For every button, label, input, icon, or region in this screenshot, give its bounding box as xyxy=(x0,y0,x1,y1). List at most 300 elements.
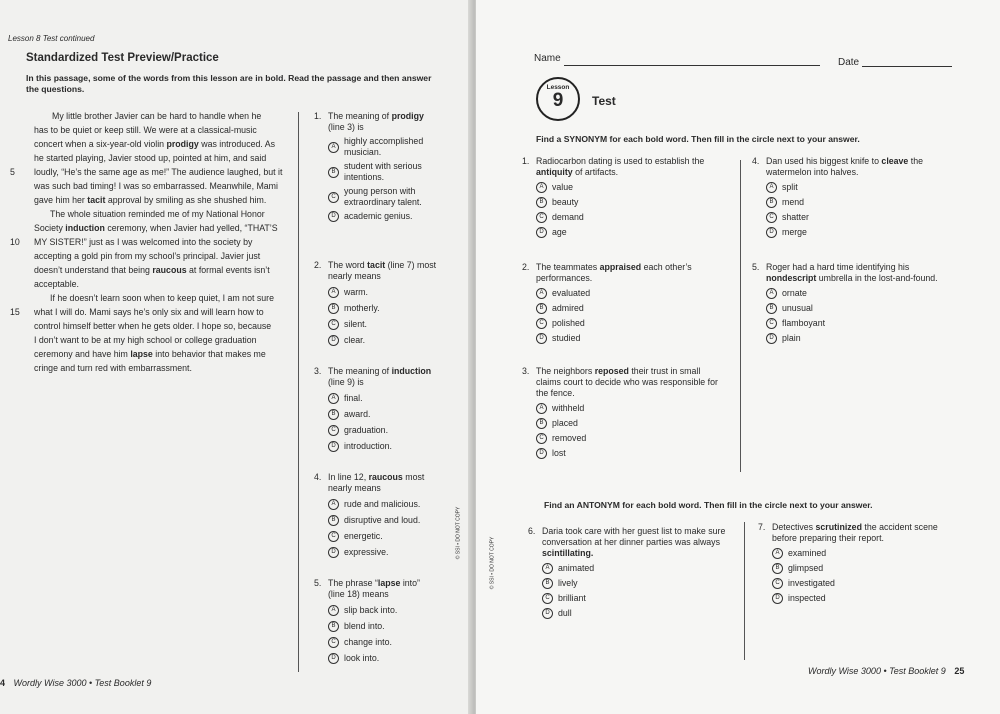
text-run: My little brother Javier can be hard to handle when he xyxy=(52,111,262,121)
question-number: 6. xyxy=(528,526,536,536)
line-number: 5 xyxy=(10,167,15,177)
instruction-line: the questions. xyxy=(26,84,85,94)
answer-option[interactable] xyxy=(536,403,718,414)
question-text xyxy=(536,156,704,178)
answer-text: removed xyxy=(552,433,587,443)
answer-bubble[interactable]: B xyxy=(536,303,547,314)
answer-text: clear. xyxy=(344,335,366,345)
text-run: accepting a gold pin from my school’s principal. Javier just xyxy=(34,251,261,261)
answer-bubble[interactable]: B xyxy=(328,621,339,632)
question-number: 3. xyxy=(522,366,530,376)
passage-line xyxy=(34,349,266,359)
question-stem xyxy=(314,366,431,388)
column-divider xyxy=(298,112,299,672)
question-stem xyxy=(528,526,725,559)
right-page-number: 25 xyxy=(954,666,965,676)
answer-option[interactable] xyxy=(536,212,704,223)
answer-option[interactable] xyxy=(766,288,938,299)
bold-vocab-word: tacit xyxy=(87,195,106,205)
date-label: Date xyxy=(838,57,860,68)
answer-text: admired xyxy=(552,303,584,313)
question-stem xyxy=(314,472,424,494)
bold-vocab-word: raucous xyxy=(152,265,187,275)
line-number: 10 xyxy=(10,237,20,247)
answer-option[interactable] xyxy=(766,303,938,314)
passage-line xyxy=(34,237,252,247)
answer-text: change into. xyxy=(344,637,392,647)
answer-text: shatter xyxy=(782,212,809,222)
text-run: cringe and turn red with embarrassment. xyxy=(34,363,192,373)
answer-option[interactable] xyxy=(328,531,424,542)
running-head: Lesson 8 Test continued xyxy=(8,34,95,43)
left-page xyxy=(0,0,472,714)
bold-vocab-word: lapse xyxy=(130,349,153,359)
answer-bubble[interactable]: C xyxy=(328,192,339,203)
answer-option[interactable] xyxy=(536,182,704,193)
answer-text: investigated xyxy=(788,578,835,588)
text-run: the accident scene before preparing their report. xyxy=(772,522,938,543)
question-text xyxy=(328,578,420,600)
text-run: has to be quiet or keep still. We were at a classical-music xyxy=(34,125,257,135)
text-run: If he doesn’t learn soon when to keep quiet, I am not sure xyxy=(50,293,274,303)
answer-bubble[interactable]: D xyxy=(328,335,339,346)
right-footer-title: Wordly Wise 3000 • Test Booklet 9 xyxy=(808,666,946,676)
answer-bubble[interactable]: D xyxy=(328,653,339,664)
question-text xyxy=(772,522,938,544)
answer-text: rude and malicious. xyxy=(344,499,421,509)
answer-bubble[interactable]: A xyxy=(766,288,777,299)
text-run: what I will do. Mami says he’s only six and will learn how to xyxy=(34,307,264,317)
text-run: acceptable. xyxy=(34,279,79,289)
text-run: Society xyxy=(34,223,66,233)
answer-option[interactable] xyxy=(536,333,692,344)
bold-vocab-word: appraised xyxy=(599,262,642,272)
text-run: was such bad timing! I was so embarrassed. Meanwhile, Mami xyxy=(34,181,278,191)
passage-line xyxy=(34,307,264,317)
question-stem xyxy=(752,262,938,284)
answer-text: examined xyxy=(788,548,827,558)
text-run: of artifacts. xyxy=(572,167,619,177)
text-run: The neighbors xyxy=(536,366,595,376)
passage-line xyxy=(34,167,282,177)
answer-bubble[interactable]: B xyxy=(542,578,553,589)
answer-bubble[interactable]: A xyxy=(536,403,547,414)
question-text xyxy=(766,156,923,178)
lesson-label: Lesson xyxy=(546,84,570,91)
instruction-line: In this passage, some of the words from this lesson are in bold. Read the passage and then answer xyxy=(26,73,432,83)
right-page xyxy=(476,0,1000,714)
right-spine-note: © SSI • DO NOT COPY xyxy=(489,536,496,590)
answer-text: inspected xyxy=(788,593,826,603)
text-run: ceremony, when Javier had yelled, “THAT’S xyxy=(104,223,278,233)
answer-bubble[interactable]: D xyxy=(328,211,339,222)
question-number: 5. xyxy=(752,262,760,272)
text-run: into” (line 18) means xyxy=(328,578,420,599)
answer-option[interactable] xyxy=(328,211,424,222)
passage-line xyxy=(34,125,257,135)
answer-bubble[interactable]: C xyxy=(328,637,339,648)
lesson-badge xyxy=(536,77,580,121)
section-title: Standardized Test Preview/Practice xyxy=(26,52,219,64)
answer-text: award. xyxy=(344,409,371,419)
answer-bubble[interactable]: B xyxy=(772,563,783,574)
text-run: (line 3) is xyxy=(328,122,364,132)
left-footer xyxy=(0,678,151,688)
question-number: 3. xyxy=(314,366,322,376)
question-text xyxy=(328,472,424,494)
question-item xyxy=(522,262,692,344)
answer-text: value xyxy=(552,182,574,192)
bold-vocab-word: lapse xyxy=(377,578,401,588)
answer-bubble[interactable]: D xyxy=(766,333,777,344)
answer-bubble[interactable]: A xyxy=(328,393,339,404)
answer-option[interactable] xyxy=(328,186,424,208)
answer-option[interactable] xyxy=(328,425,431,436)
answer-bubble[interactable]: C xyxy=(536,433,547,444)
answer-text: withheld xyxy=(552,403,585,413)
answer-option[interactable] xyxy=(328,319,436,330)
answer-text: demand xyxy=(552,212,584,222)
question-stem xyxy=(314,111,424,133)
text-run: ceremony and have him xyxy=(34,349,131,359)
answer-bubble[interactable]: C xyxy=(766,318,777,329)
answer-bubble[interactable]: D xyxy=(772,593,783,604)
answer-text: look into. xyxy=(344,653,380,663)
question-text xyxy=(328,260,436,282)
text-run: MY SISTER!” just as I was welcomed into the society by xyxy=(34,237,253,247)
answer-text: final. xyxy=(344,393,363,403)
answer-text: split xyxy=(782,182,798,192)
bold-vocab-word: raucous xyxy=(368,472,403,482)
text-run: each other’s performances. xyxy=(536,262,692,283)
question-item xyxy=(522,156,704,238)
answer-option[interactable] xyxy=(328,605,420,616)
bold-vocab-word: reposed xyxy=(594,366,629,376)
name-label: Name xyxy=(534,53,561,64)
answer-bubble[interactable]: C xyxy=(328,425,339,436)
answer-bubble[interactable]: C xyxy=(328,531,339,542)
left-footer-title: Wordly Wise 3000 • Test Booklet 9 xyxy=(13,678,152,688)
answer-text: student with serious intentions. xyxy=(344,161,422,182)
text-run: The meaning of xyxy=(328,366,392,376)
answer-option[interactable] xyxy=(328,393,431,404)
passage-line xyxy=(34,363,192,373)
passage-line xyxy=(52,111,261,121)
answer-bubble[interactable]: D xyxy=(328,547,339,558)
answer-option[interactable] xyxy=(328,136,424,158)
answer-text: ornate xyxy=(782,288,807,298)
text-run: umbrella in the lost-and-found. xyxy=(816,273,938,283)
passage-line xyxy=(34,265,270,275)
answer-bubble[interactable]: B xyxy=(328,409,339,420)
left-spine-note: © SSI • DO NOT COPY xyxy=(455,506,462,560)
text-run: loudly, “He’s the same age as me!” The audience laughed, but it xyxy=(34,167,283,177)
question-stem xyxy=(758,522,938,544)
answer-option[interactable] xyxy=(328,161,424,183)
question-number: 4. xyxy=(314,472,322,482)
bold-vocab-word: cleave xyxy=(881,156,909,166)
answer-option[interactable] xyxy=(328,287,436,298)
answer-bubble[interactable]: A xyxy=(536,182,547,193)
passage-line xyxy=(34,153,266,163)
text-run: he started playing, Javier stood up, pointed at him, and said xyxy=(34,153,267,163)
answer-option[interactable] xyxy=(536,288,692,299)
text-run: The phrase “ xyxy=(328,578,378,588)
text-run: (line 7) most nearly means xyxy=(328,260,437,281)
text-run: Detectives xyxy=(772,522,816,532)
answer-bubble[interactable]: A xyxy=(536,288,547,299)
bold-vocab-word: nondescript xyxy=(766,273,817,283)
text-run: The word xyxy=(328,260,368,270)
passage-line xyxy=(50,209,265,219)
antonym-column-divider xyxy=(744,522,745,660)
answer-text: beauty xyxy=(552,197,579,207)
answer-option[interactable] xyxy=(766,182,923,193)
question-text xyxy=(542,526,725,559)
question-item xyxy=(314,472,424,558)
question-stem xyxy=(314,578,420,600)
text-run: Daria took care with her guest list to make sure conversation at her dinner parties was always xyxy=(542,526,726,547)
text-run: the watermelon into halves. xyxy=(766,156,924,177)
question-number: 1. xyxy=(522,156,530,166)
passage-line xyxy=(34,279,79,289)
answer-bubble[interactable]: C xyxy=(536,318,547,329)
answer-option[interactable] xyxy=(766,227,923,238)
answer-bubble[interactable]: C xyxy=(766,212,777,223)
question-stem xyxy=(314,260,436,282)
answer-bubble[interactable]: D xyxy=(766,227,777,238)
passage-line xyxy=(34,335,257,345)
answer-bubble[interactable]: C xyxy=(536,212,547,223)
answer-option[interactable] xyxy=(766,318,938,329)
bold-vocab-word: induction xyxy=(391,366,432,376)
text-run: I don’t want to be at my high school or college graduation xyxy=(34,335,257,345)
answer-bubble[interactable]: A xyxy=(328,499,339,510)
answer-bubble[interactable]: C xyxy=(542,593,553,604)
answer-bubble[interactable]: A xyxy=(766,182,777,193)
bold-vocab-word: antiquity xyxy=(536,167,573,177)
passage-line xyxy=(50,293,274,303)
passage-line xyxy=(34,195,266,205)
answer-option[interactable] xyxy=(772,548,938,559)
question-text xyxy=(536,366,718,399)
answer-option[interactable] xyxy=(328,303,436,314)
question-number: 2. xyxy=(522,262,530,272)
answer-text: lively xyxy=(558,578,578,588)
bold-vocab-word: prodigy xyxy=(166,139,199,149)
answer-bubble[interactable]: B xyxy=(328,167,339,178)
question-text xyxy=(536,262,692,284)
answer-option[interactable] xyxy=(542,593,725,604)
answer-text: unusual xyxy=(782,303,813,313)
question-text xyxy=(328,366,431,388)
antonym-instructions: Find an ANTONYM for each bold word. Then fill in the circle next to your answer. xyxy=(544,500,873,510)
text-run: Roger had a hard time identifying his xyxy=(766,262,910,272)
answer-bubble[interactable]: D xyxy=(536,333,547,344)
question-text xyxy=(328,111,424,133)
answer-text: studied xyxy=(552,333,581,343)
answer-bubble[interactable]: A xyxy=(328,287,339,298)
question-number: 2. xyxy=(314,260,322,270)
answer-option[interactable] xyxy=(328,653,420,664)
answer-option[interactable] xyxy=(328,515,424,526)
answer-bubble[interactable]: B xyxy=(766,197,777,208)
answer-bubble[interactable]: A xyxy=(328,142,339,153)
answer-text: graduation. xyxy=(344,425,389,435)
text-run: into behavior that makes me xyxy=(152,349,266,359)
answer-option[interactable] xyxy=(766,333,938,344)
question-item xyxy=(528,526,725,619)
answer-option[interactable] xyxy=(536,227,704,238)
answer-bubble[interactable]: D xyxy=(536,448,547,459)
answer-option[interactable] xyxy=(328,335,436,346)
answer-option[interactable] xyxy=(328,621,420,632)
text-run: Dan used his biggest knife to xyxy=(766,156,882,166)
answer-option[interactable] xyxy=(328,441,431,452)
text-run: control himself better when he gets older. I hope so, because xyxy=(34,321,272,331)
answer-bubble[interactable]: B xyxy=(328,515,339,526)
text-run: In line 12, xyxy=(328,472,369,482)
question-stem xyxy=(752,156,923,178)
test-label: Test xyxy=(592,94,616,108)
answer-option[interactable] xyxy=(542,578,725,589)
question-item xyxy=(314,111,424,222)
question-text xyxy=(766,262,938,284)
synonym-column-divider xyxy=(740,160,741,472)
text-run: The teammates xyxy=(536,262,600,272)
line-number: 15 xyxy=(10,307,20,317)
passage-line xyxy=(34,251,260,261)
answer-bubble[interactable]: A xyxy=(772,548,783,559)
answer-text: merge xyxy=(782,227,807,237)
lesson-number: 9 xyxy=(552,90,564,111)
right-footer xyxy=(808,666,964,676)
question-item xyxy=(522,366,718,459)
left-page-number: 4 xyxy=(0,678,6,688)
answer-bubble[interactable]: D xyxy=(328,441,339,452)
question-item xyxy=(758,522,938,604)
answer-text: expressive. xyxy=(344,547,389,557)
answer-option[interactable] xyxy=(766,212,923,223)
bold-vocab-word: scintillating. xyxy=(542,548,594,558)
question-number: 1. xyxy=(314,111,322,121)
text-run: approval by smiling as she shushed him. xyxy=(105,195,267,205)
answer-text: young person with extraordinary talent. xyxy=(344,186,422,207)
answer-text: evaluated xyxy=(552,288,591,298)
question-item xyxy=(314,260,436,346)
passage-line xyxy=(34,223,278,233)
bold-vocab-word: induction xyxy=(65,223,105,233)
date-line[interactable] xyxy=(862,66,952,67)
answer-text: highly accomplished musician. xyxy=(344,136,424,157)
question-item xyxy=(752,156,923,238)
answer-bubble[interactable]: B xyxy=(328,303,339,314)
answer-text: mend xyxy=(782,197,805,207)
question-number: 5. xyxy=(314,578,322,588)
question-item xyxy=(314,366,431,452)
answer-text: polished xyxy=(552,318,585,328)
answer-text: silent. xyxy=(344,319,367,329)
answer-text: warm. xyxy=(344,287,368,297)
answer-bubble[interactable]: A xyxy=(542,563,553,574)
answer-text: motherly. xyxy=(344,303,380,313)
answer-option[interactable] xyxy=(542,563,725,574)
answer-option[interactable] xyxy=(328,409,431,420)
answer-bubble[interactable]: B xyxy=(536,418,547,429)
answer-text: academic genius. xyxy=(344,211,413,221)
bold-vocab-word: tacit xyxy=(367,260,386,270)
answer-bubble[interactable]: B xyxy=(536,197,547,208)
answer-text: glimpsed xyxy=(788,563,824,573)
text-run: doesn’t understand that being xyxy=(34,265,153,275)
answer-option[interactable] xyxy=(536,418,718,429)
text-run: concert when a six-year-old violin xyxy=(34,139,167,149)
text-run: most nearly means xyxy=(328,472,425,493)
answer-option[interactable] xyxy=(536,197,704,208)
answer-option[interactable] xyxy=(536,433,718,444)
answer-bubble[interactable]: B xyxy=(766,303,777,314)
answer-text: dull xyxy=(558,608,572,618)
text-run: was introduced. As xyxy=(198,139,276,149)
question-stem xyxy=(522,262,692,284)
passage-line xyxy=(34,181,278,191)
answer-text: lost xyxy=(552,448,566,458)
answer-text: disruptive and loud. xyxy=(344,515,421,525)
text-run: The meaning of xyxy=(328,111,392,121)
answer-text: brilliant xyxy=(558,593,586,603)
answer-option[interactable] xyxy=(772,563,938,574)
answer-bubble[interactable]: A xyxy=(328,605,339,616)
text-run: gave him her xyxy=(34,195,88,205)
answer-text: plain xyxy=(782,333,801,343)
passage-line xyxy=(34,321,271,331)
answer-text: energetic. xyxy=(344,531,383,541)
question-stem xyxy=(522,366,718,399)
answer-option[interactable] xyxy=(536,303,692,314)
answer-option[interactable] xyxy=(536,318,692,329)
text-run: at formal events isn’t xyxy=(186,265,270,275)
answer-text: introduction. xyxy=(344,441,392,451)
answer-option[interactable] xyxy=(542,608,725,619)
answer-option[interactable] xyxy=(328,547,424,558)
answer-option[interactable] xyxy=(766,197,923,208)
answer-bubble[interactable]: D xyxy=(542,608,553,619)
answer-text: animated xyxy=(558,563,595,573)
synonym-instructions: Find a SYNONYM for each bold word. Then fill in the circle next to your answer. xyxy=(536,134,860,144)
question-item xyxy=(752,262,938,344)
question-stem xyxy=(522,156,704,178)
answer-bubble[interactable]: C xyxy=(328,319,339,330)
answer-text: age xyxy=(552,227,567,237)
answer-bubble[interactable]: C xyxy=(772,578,783,589)
question-number: 7. xyxy=(758,522,766,532)
answer-option[interactable] xyxy=(328,499,424,510)
text-run: Radiocarbon dating is used to establish the xyxy=(536,156,705,166)
passage-instructions xyxy=(26,73,446,95)
question-item xyxy=(314,578,420,664)
question-number: 4. xyxy=(752,156,760,166)
name-line[interactable] xyxy=(564,65,820,66)
text-run: The whole situation reminded me of my National Honor xyxy=(50,209,265,219)
answer-option[interactable] xyxy=(536,448,718,459)
passage-line xyxy=(34,139,275,149)
answer-option[interactable] xyxy=(328,637,420,648)
answer-option[interactable] xyxy=(772,593,938,604)
answer-option[interactable] xyxy=(772,578,938,589)
bold-vocab-word: prodigy xyxy=(391,111,424,121)
text-run: (line 9) is xyxy=(328,377,364,387)
answer-bubble[interactable]: D xyxy=(536,227,547,238)
